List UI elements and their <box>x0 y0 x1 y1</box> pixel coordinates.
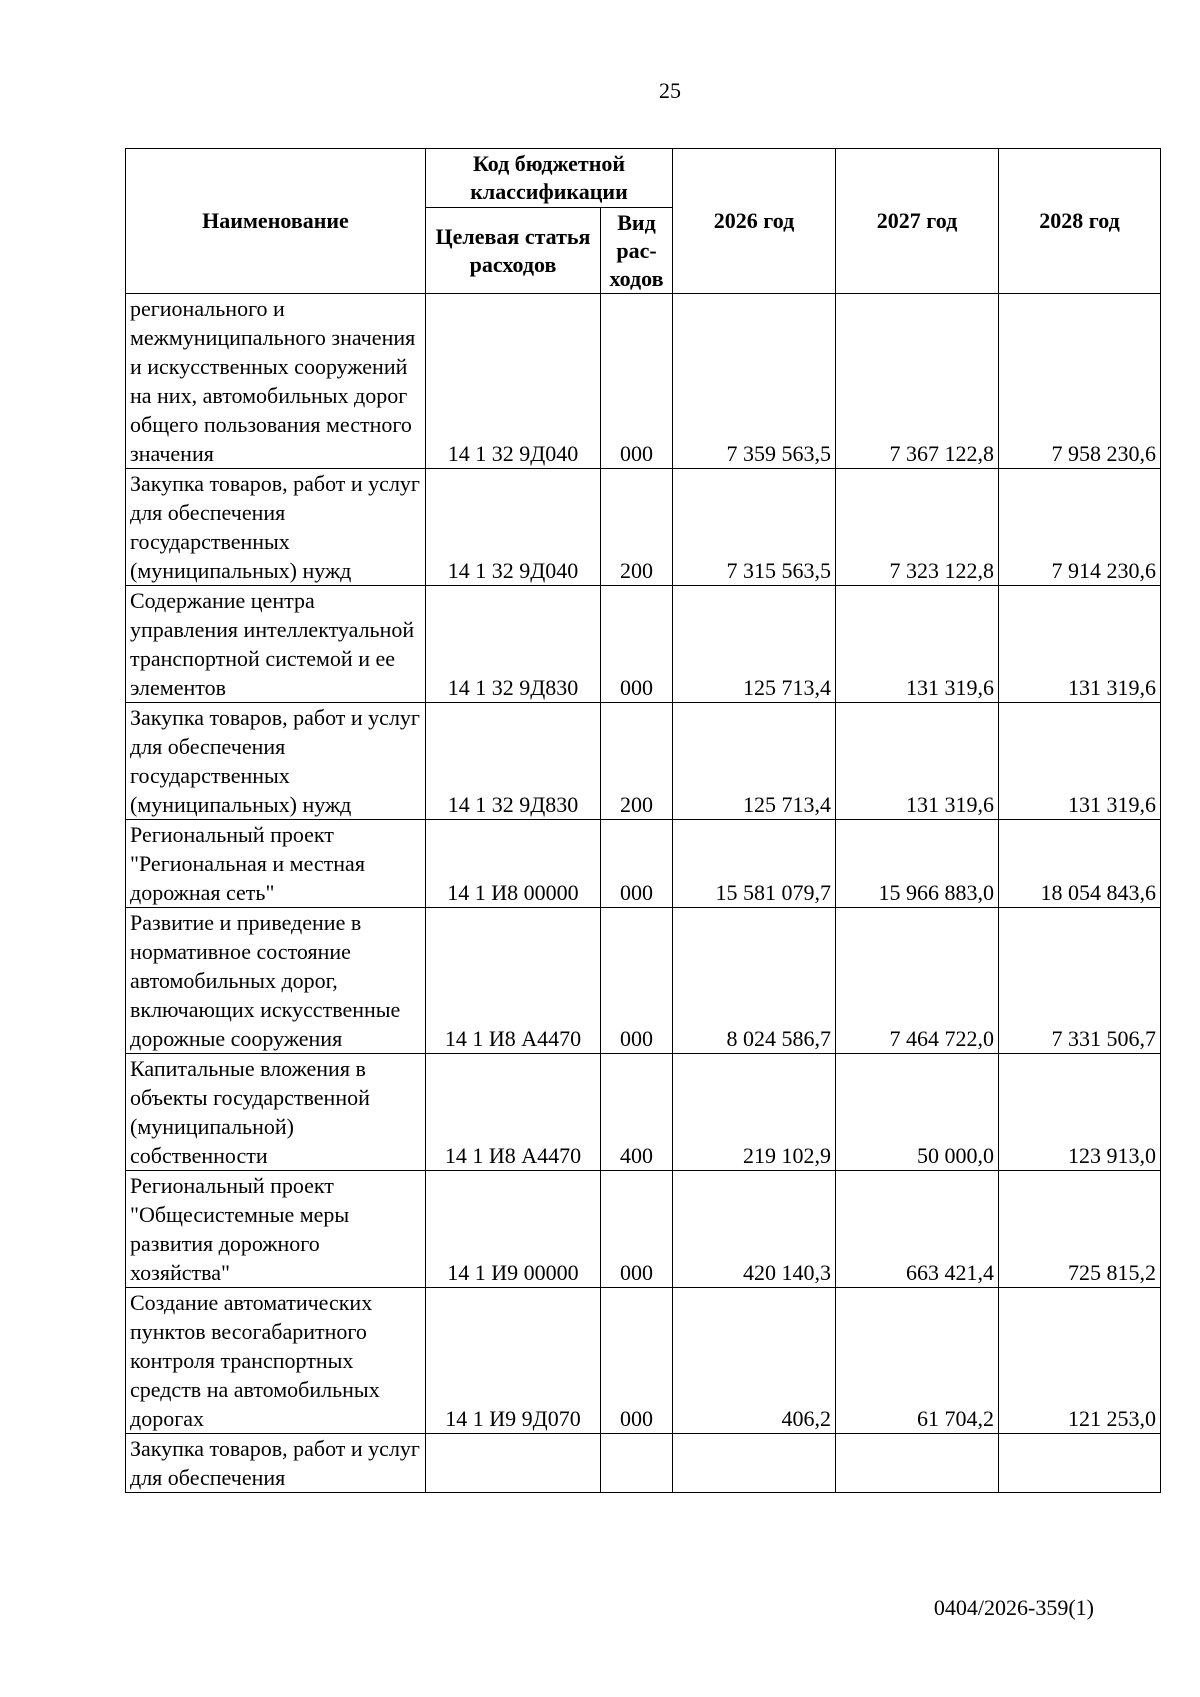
row-value-2027: 7 464 722,0 <box>836 908 999 1054</box>
row-value-2026: 7 315 563,5 <box>673 469 836 586</box>
row-value-2027: 131 319,6 <box>836 703 999 820</box>
row-value-2027: 50 000,0 <box>836 1054 999 1171</box>
row-value-2028: 7 331 506,7 <box>999 908 1161 1054</box>
row-value-2027: 663 421,4 <box>836 1171 999 1288</box>
budget-table <box>125 148 1161 1493</box>
table-row <box>126 1171 1161 1288</box>
row-target-article <box>426 1434 601 1493</box>
row-name: Региональный проект "Региональная и местная дорожная сеть" <box>126 820 426 908</box>
row-value-2028: 121 253,0 <box>999 1288 1161 1434</box>
document-code: 0404/2026-359(1) <box>933 1595 1094 1620</box>
table-row <box>126 1288 1161 1434</box>
row-value-2028: 131 319,6 <box>999 703 1161 820</box>
row-name: Содержание центра управления интеллектуальной транспортной системой и ее элементов <box>126 586 426 703</box>
row-expense-kind: 000 <box>601 1288 673 1434</box>
row-target-article: 14 1 И9 00000 <box>426 1171 601 1288</box>
row-name: Закупка товаров, работ и услуг для обеспечения государственных (муниципальных) нужд <box>126 703 426 820</box>
row-name: Создание автоматических пунктов весогабаритного контроля транспортных средств на автомобильных дорогах <box>126 1288 426 1434</box>
table-row <box>126 908 1161 1054</box>
page-number: 25 <box>659 78 681 103</box>
row-value-2027: 15 966 883,0 <box>836 820 999 908</box>
row-value-2027: 7 323 122,8 <box>836 469 999 586</box>
table-row <box>126 820 1161 908</box>
row-name: Региональный проект "Общесистемные меры развития дорожного хозяйства" <box>126 1171 426 1288</box>
row-value-2026: 406,2 <box>673 1288 836 1434</box>
header-name: Наименование <box>126 149 426 294</box>
header-code-group: Код бюджетной классификации <box>426 149 673 208</box>
row-expense-kind: 000 <box>601 294 673 469</box>
row-value-2028: 7 958 230,6 <box>999 294 1161 469</box>
row-target-article: 14 1 И8 А4470 <box>426 908 601 1054</box>
row-value-2028: 131 319,6 <box>999 586 1161 703</box>
row-name: Закупка товаров, работ и услуг для обеспечения <box>126 1434 426 1493</box>
row-expense-kind: 200 <box>601 703 673 820</box>
row-value-2028: 725 815,2 <box>999 1171 1161 1288</box>
table-body <box>126 294 1161 1493</box>
row-value-2027 <box>836 1434 999 1493</box>
row-value-2027: 7 367 122,8 <box>836 294 999 469</box>
header-target-article: Целевая статья расходов <box>426 208 601 294</box>
row-name: Капитальные вложения в объекты государственной (муниципальной) собственности <box>126 1054 426 1171</box>
row-expense-kind: 000 <box>601 908 673 1054</box>
row-value-2028: 123 913,0 <box>999 1054 1161 1171</box>
row-target-article: 14 1 32 9Д040 <box>426 294 601 469</box>
row-value-2026: 125 713,4 <box>673 703 836 820</box>
row-value-2028: 7 914 230,6 <box>999 469 1161 586</box>
table-row <box>126 1434 1161 1493</box>
header-year-2028: 2028 год <box>999 149 1161 294</box>
table-row <box>126 469 1161 586</box>
table-header <box>126 149 1161 294</box>
row-target-article: 14 1 И8 А4470 <box>426 1054 601 1171</box>
table-row <box>126 294 1161 469</box>
row-expense-kind: 000 <box>601 586 673 703</box>
row-name: Развитие и приведение в нормативное состояние автомобильных дорог, включающих искусственные дорожные сооружения <box>126 908 426 1054</box>
header-expense-kind: Вид рас-ходов <box>601 208 673 294</box>
row-name: регионального и межмуниципального значения и искусственных сооружений на них, автомобильных дорог общего пользования местного значения <box>126 294 426 469</box>
row-value-2026: 219 102,9 <box>673 1054 836 1171</box>
header-year-2026: 2026 год <box>673 149 836 294</box>
header-year-2027: 2027 год <box>836 149 999 294</box>
row-value-2026: 8 024 586,7 <box>673 908 836 1054</box>
row-name: Закупка товаров, работ и услуг для обеспечения государственных (муниципальных) нужд <box>126 469 426 586</box>
row-expense-kind: 000 <box>601 1171 673 1288</box>
row-value-2026: 7 359 563,5 <box>673 294 836 469</box>
row-value-2028 <box>999 1434 1161 1493</box>
row-value-2026: 125 713,4 <box>673 586 836 703</box>
row-value-2026: 420 140,3 <box>673 1171 836 1288</box>
row-target-article: 14 1 32 9Д830 <box>426 703 601 820</box>
row-value-2028: 18 054 843,6 <box>999 820 1161 908</box>
row-expense-kind: 400 <box>601 1054 673 1171</box>
row-expense-kind: 200 <box>601 469 673 586</box>
row-target-article: 14 1 32 9Д830 <box>426 586 601 703</box>
row-value-2026 <box>673 1434 836 1493</box>
row-expense-kind: 000 <box>601 820 673 908</box>
row-value-2027: 61 704,2 <box>836 1288 999 1434</box>
row-target-article: 14 1 И8 00000 <box>426 820 601 908</box>
table-row <box>126 703 1161 820</box>
row-value-2026: 15 581 079,7 <box>673 820 836 908</box>
table-row <box>126 586 1161 703</box>
row-target-article: 14 1 32 9Д040 <box>426 469 601 586</box>
table-row <box>126 1054 1161 1171</box>
row-target-article: 14 1 И9 9Д070 <box>426 1288 601 1434</box>
row-expense-kind <box>601 1434 673 1493</box>
row-value-2027: 131 319,6 <box>836 586 999 703</box>
